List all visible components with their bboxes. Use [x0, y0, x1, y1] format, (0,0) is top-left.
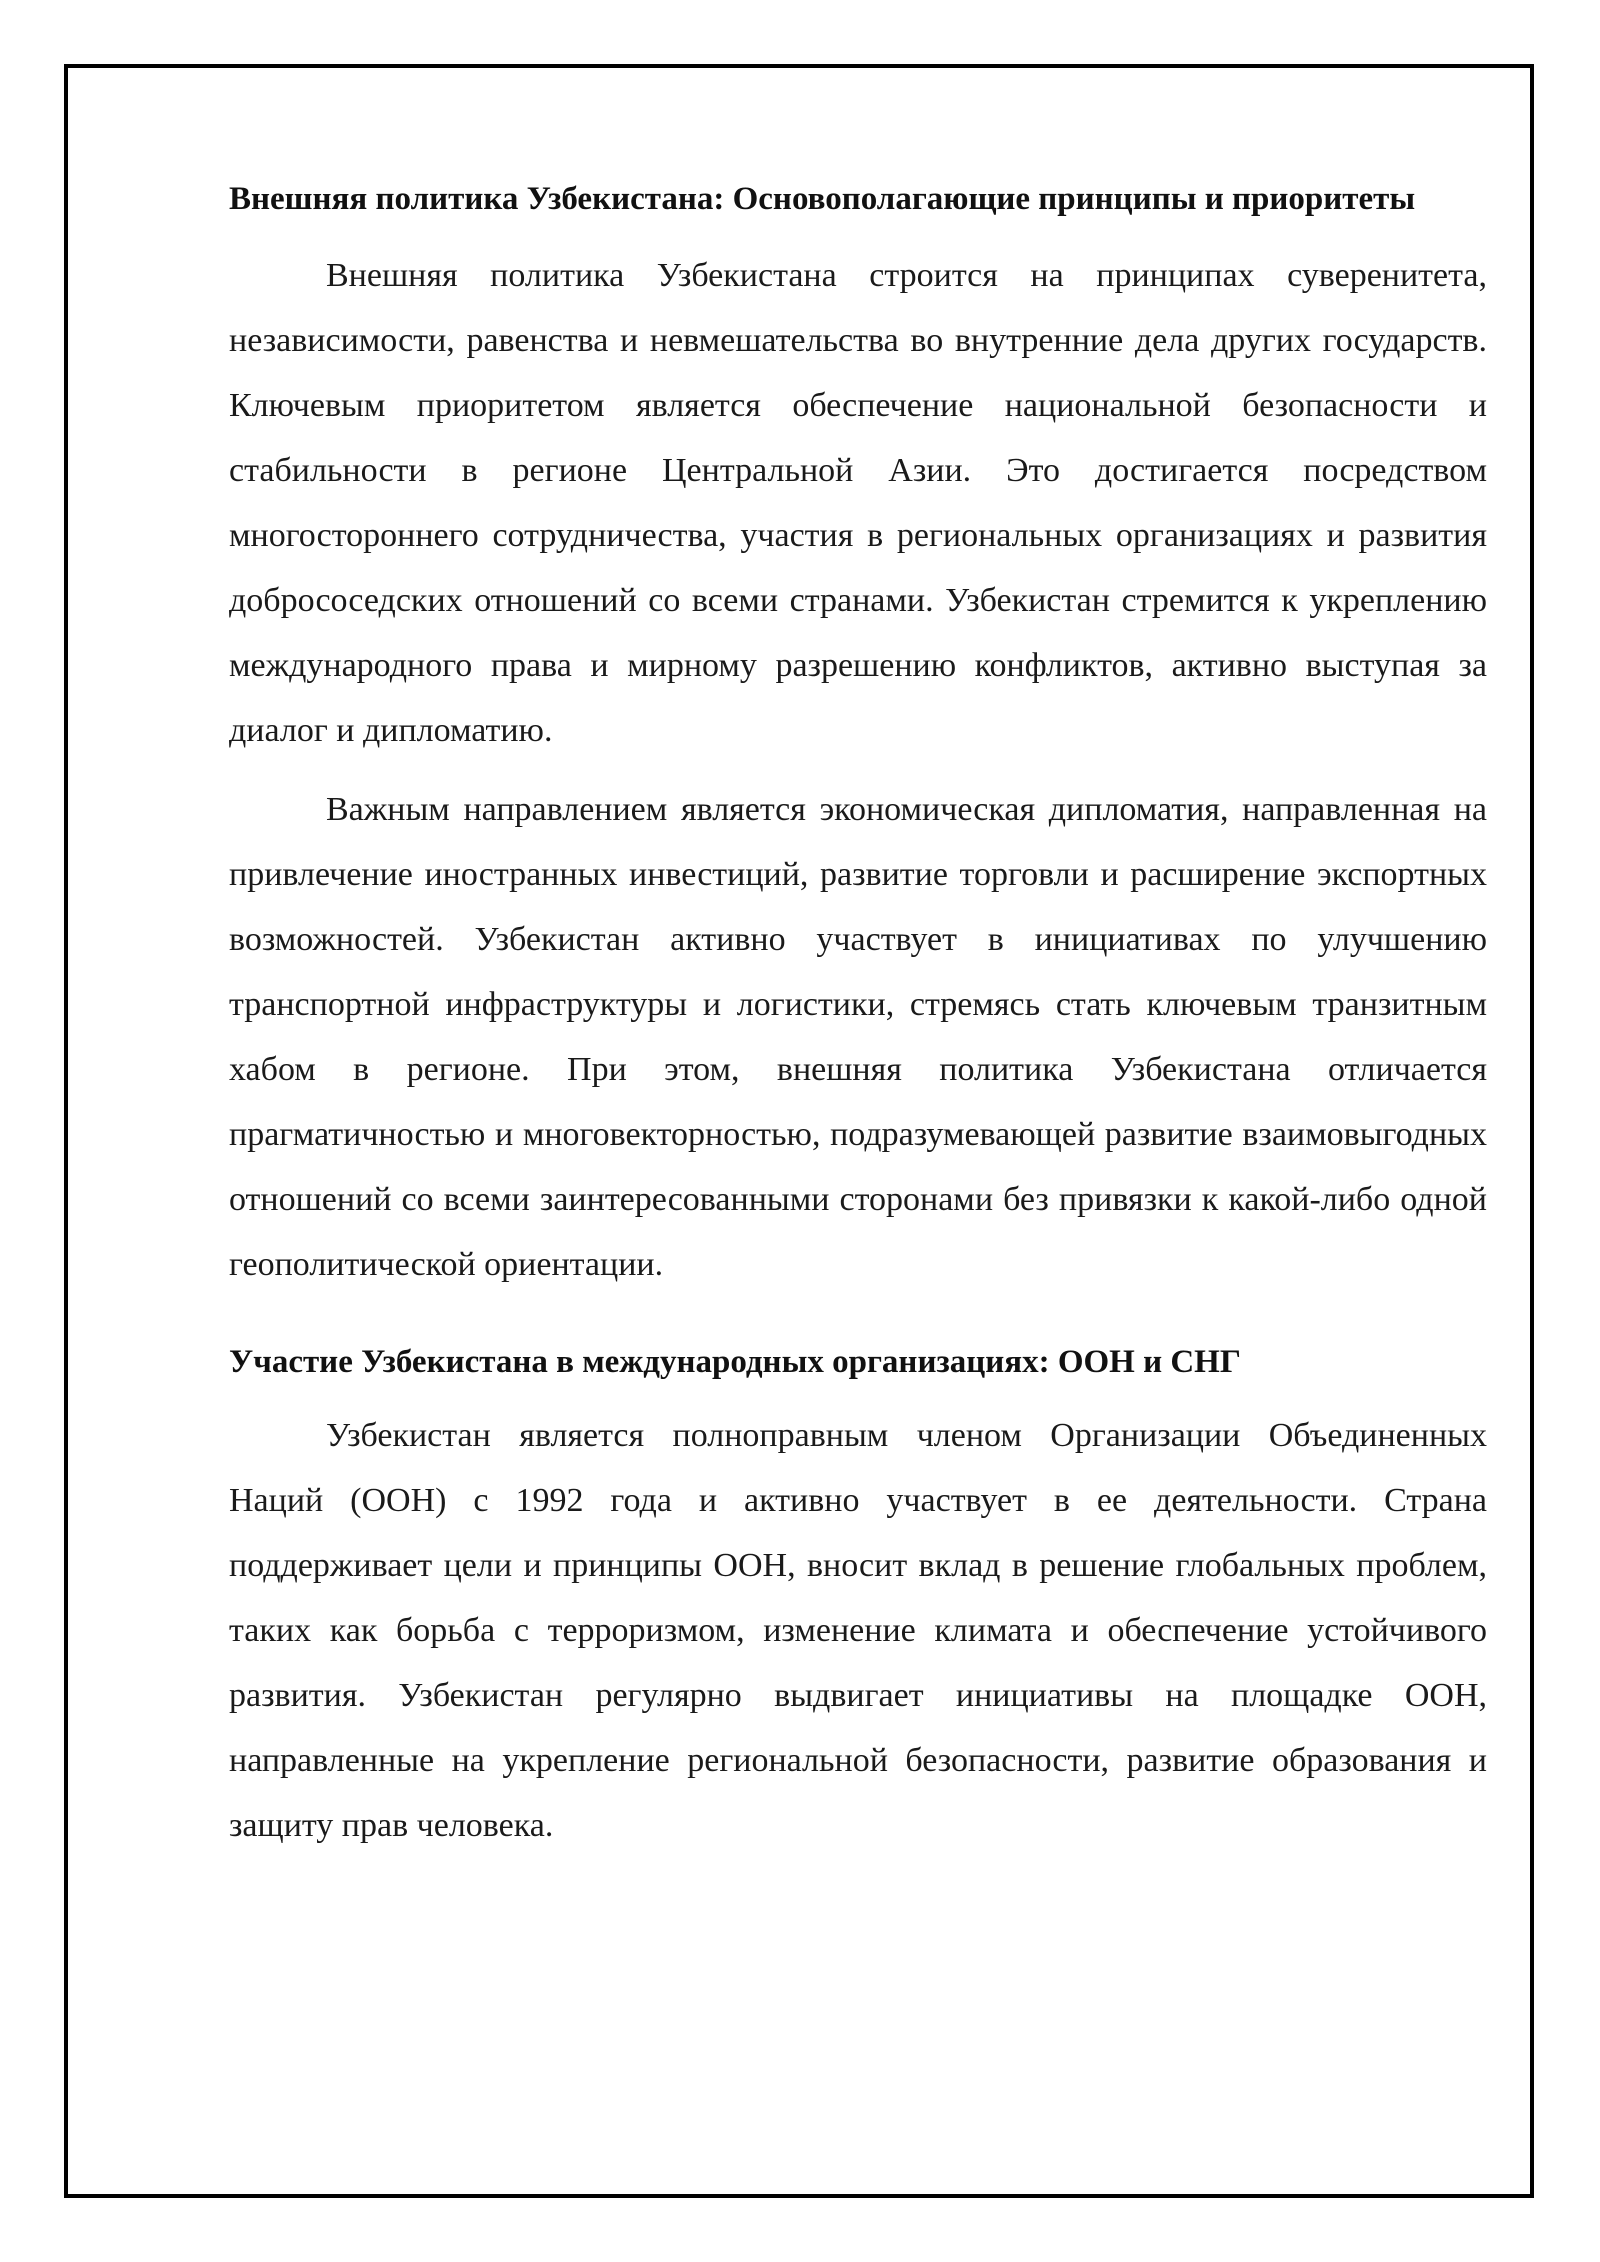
document-body [229, 170, 1487, 1858]
section-heading-international-organizations: Участие Узбекистана в международных организациях: ООН и СНГ [229, 1344, 1241, 1380]
section-heading-foreign-policy: Внешняя политика Узбекистана: Основополагающие принципы и приоритеты [229, 181, 1416, 217]
paragraph-principles: Внешняя политика Узбекистана строится на принципах суверенитета, независимости, равенства и невмешательства во внутренние дела других государств. Ключевым приоритетом является обеспечение национальной безопасности и стабильности в регионе Центральной Азии. Это достигается посредством многостороннего сотрудничества, участия в региональных организациях и развития добрососедских отношений со всеми странами. Узбекистан стремится к укреплению международного права и мирному разрешению конфликтов, активно выступая за диалог и дипломатию. [229, 257, 1487, 749]
paragraph-economic-diplomacy: Важным направлением является экономическая дипломатия, направленная на привлечение иностранных инвестиций, развитие торговли и расширение экспортных возможностей. Узбекистан активно участвует в инициативах по улучшению транспортной инфраструктуры и логистики, стремясь стать ключевым транзитным хабом в регионе. При этом, внешняя политика Узбекистана отличается прагматичностью и многовекторностью, подразумевающей развитие взаимовыгодных отношений со всеми заинтересованными сторонами без привязки к какой-либо одной геополитической ориентации. [229, 791, 1487, 1283]
paragraph-un-membership: Узбекистан является полноправным членом Организации Объединенных Наций (ООН) с 1992 года и активно участвует в ее деятельности. Страна поддерживает цели и принципы ООН, вносит вклад в решение глобальных проблем, таких как борьба с терроризмом, изменение климата и обеспечение устойчивого развития. Узбекистан регулярно выдвигает инициативы на площадке ООН, направленные на укрепление региональной безопасности, развитие образования и защиту прав человека. [229, 1417, 1487, 1844]
